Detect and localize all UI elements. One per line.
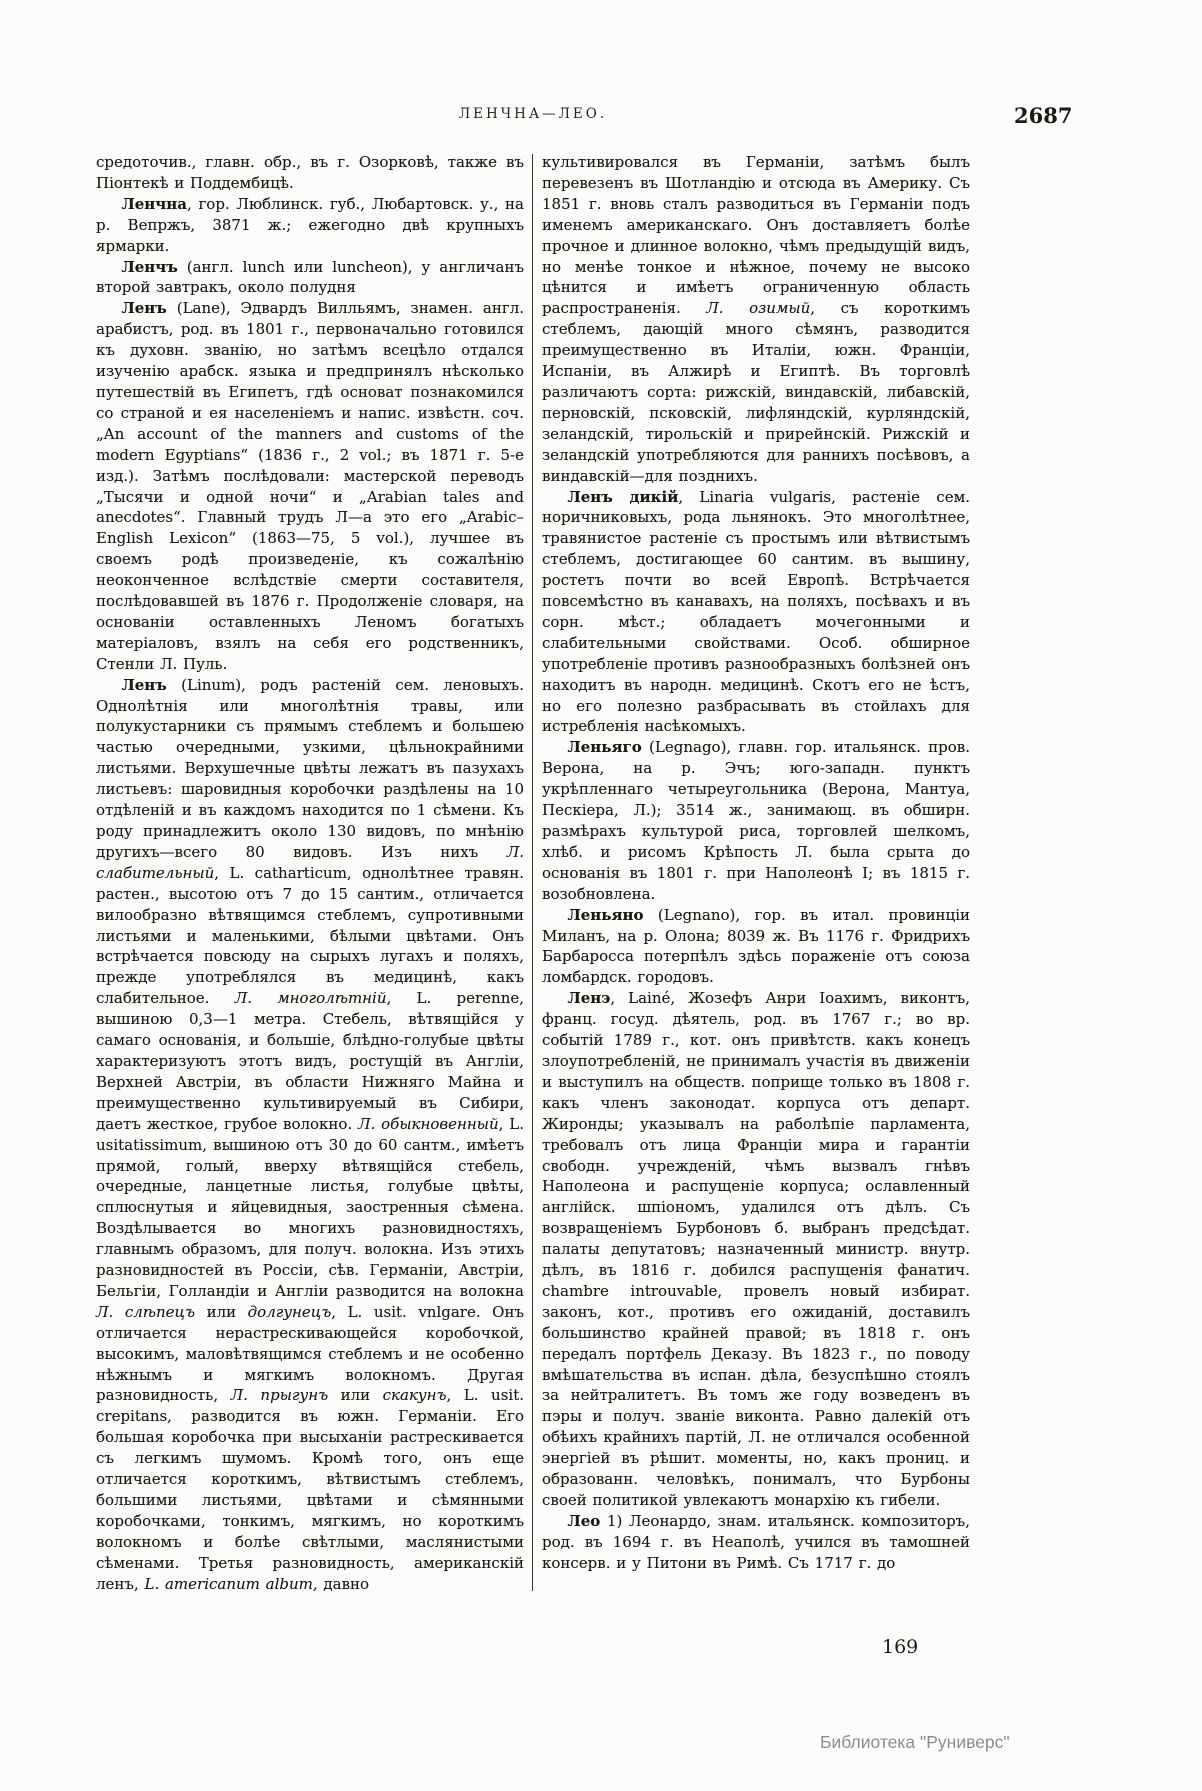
text-run: , гор. Люблинск. губ., Любартовск. у., на р. Вепржъ, 3871 ж.; ежегодно двѣ крупныхъ ярмарки.	[96, 194, 524, 255]
text-run: , Linaria vulgaris, растеніе сем. норичниковыхъ, рода льнянокъ. Это многолѣтнее, травянистое растеніе съ простымъ или вѣтвистымъ стеблемъ, достигающее 60 сантим. въ вышину, ростетъ почти во всей Европѣ. Встрѣчается повсемѣстно въ канавахъ, на поляхъ, посѣвахъ и въ сорн. мѣст.; обладаетъ мочегонными и слабительными свойствами. Особ. обширное употребленіе противъ разнообразныхъ болѣзней онъ находитъ въ народн. медицинѣ. Скотъ его не ѣстъ, но его полезно разбрасывать въ стойлахъ для истребленія насѣкомыхъ.	[542, 487, 971, 736]
entry-paragraph	[542, 487, 970, 738]
text-run: , L. perenne, вышиною 0,3—1 метра. Стебель, вѣтвящійся у самаго основанія, и большіе, блѣдно-голубые цвѣты характеризуютъ этотъ видъ, ростущій въ Англіи, Верхней Австріи, въ области Нижняго Майна и преимущественно культивируемый въ Сибири, даетъ жесткое, грубое волокно.	[96, 989, 524, 1133]
italic-term: Л. слѣпецъ	[96, 1302, 196, 1321]
text-run: 1) Леонардо, знам. итальянск. композиторъ, род. въ 1694 г. въ Неаполѣ, учился въ тамошней консерв. и у Питони въ Римѣ. Съ 1717 г. до	[542, 1511, 970, 1572]
text-run: (Lane), Эдвардъ Вилльямъ, знамен. англ. арабистъ, род. въ 1801 г., первоначально готовился къ духовн. званію, но затѣмъ всецѣло отдался изученію арабск. языка и предпринялъ нѣсколько путешествій въ Египетъ, гдѣ основат познакомился со страной и ея населеніемъ и напис. извѣстн. соч. „An account of the manners and customs of the modern Egyptians“ (1836 г., 2 vol.; въ 1871 г. 5-е изд.). Затѣмъ послѣдовали: мастерской переводъ „Тысячи и одной ночи“ и „Arabian tales and anecdotes“. Главный трудъ Л—а это его „Arabic–English Lexicon“ (1863—75, 5 vol.), лучшее въ своемъ родѣ произведеніе, къ сожалѣнію неоконченное вслѣдствіе смерти составителя, послѣдовавшей въ 1876 г. Продолженіе словаря, на основаніи оставленныхъ Леномъ богатыхъ матеріаловъ, взялъ на себя его родственникъ, Стенли Л. Пуль.	[96, 299, 524, 673]
entry-paragraph	[542, 988, 970, 1511]
continuation-paragraph	[96, 152, 524, 194]
column-divider-rule	[532, 154, 533, 1591]
entry-headword: Лео	[567, 1511, 601, 1530]
text-run: , L. usit. vnlgare. Онъ отличается нерастрескивающейся коробочкой, высокимъ, маловѣтвящимся стеблемъ и не особенно нѣжнымъ и мягкимъ волокномъ. Другая разновидность,	[96, 1302, 525, 1405]
entry-paragraph	[542, 737, 970, 904]
italic-term: долгунецъ	[247, 1302, 332, 1321]
entry-paragraph	[96, 194, 524, 257]
text-run: (Legnago), главн. гор. итальянск. пров. Верона, на р. Эчъ; юго-западн. пунктъ укрѣпленнаго четыреугольника (Верона, Мантуа, Пескіера, Л.); 3514 ж., занимающ. въ обширн. размѣрахъ культурой риса, торговлей шелкомъ, хлѣб. и рисомъ Крѣпость Л. была срыта до основанія въ 1801 г. при Наполеонѣ I; въ 1815 г. возобновлена.	[542, 738, 970, 903]
entry-paragraph	[542, 905, 970, 989]
entry-headword: Леньяго	[567, 738, 642, 757]
right-column	[542, 152, 970, 1595]
running-title: ЛЕНЧНА—ЛЕО.	[458, 106, 608, 122]
entry-paragraph	[542, 1511, 970, 1574]
text-block	[96, 152, 970, 1595]
text-run: (Legnano), гор. въ итал. провинціи Миланъ, на р. Олона; 8039 ж. Въ 1176 г. Фридрихъ Барбаросса потерпѣлъ здѣсь пораженіе отъ союза ломбардск. городовъ.	[542, 905, 970, 987]
text-run: или	[195, 1302, 248, 1321]
italic-term: Л. многолѣтній	[234, 989, 387, 1008]
sheet-number: 169	[882, 1636, 919, 1658]
entry-paragraph	[96, 298, 524, 674]
left-column	[96, 152, 524, 1595]
text-run: (англ. lunch или luncheon), у англичанъ второй завтракъ, около полудня	[96, 257, 524, 297]
entry-headword: Ленчъ	[121, 257, 178, 276]
text-run: средоточив., главн. обр., въ г. Озорковѣ, также въ Піонтекѣ и Поддембицѣ.	[96, 153, 524, 192]
italic-term: Л. прыгунъ	[230, 1386, 329, 1405]
entry-headword: Ленчна	[121, 194, 187, 213]
text-run: , L. usit. crepitans, разводится въ южн. Германіи. Его большая коробочка при высыханіи растрескивается съ легкимъ шумомъ. Кромѣ того, онъ еще отличается короткимъ, вѣтвистымъ стеблемъ, большими листьями, цвѣтами и сѣмянными коробочками, тонкимъ, мягкимъ, но короткимъ волокномъ и болѣе свѣтлыми, маслянистыми сѣменами. Третья разновидность, американскій ленъ,	[96, 1386, 524, 1593]
text-run: или	[328, 1386, 383, 1405]
entry-headword: Ленъ	[121, 675, 167, 694]
text-run: культивировался въ Германіи, затѣмъ былъ перевезенъ въ Шотландію и отсюда въ Америку. Съ 1851 г. вновь сталъ разводиться въ Германіи подъ именемъ американскаго. Онъ доставляетъ болѣе прочное и длинное волокно, чѣмъ предыдущій видъ, но менѣе тонкое и нѣжное, почему не высоко цѣнится и имѣетъ ограниченную область распространенія.	[542, 153, 970, 318]
entry-paragraph	[96, 675, 524, 1595]
italic-term: Л. озимый	[706, 299, 811, 318]
entry-headword: Леньяно	[567, 905, 644, 924]
continuation-paragraph	[542, 152, 970, 487]
italic-term: Л. слабительный	[96, 842, 524, 882]
entry-headword: Ленъ	[121, 299, 167, 318]
text-run: , Lainé, Жозефъ Анри Іоахимъ, виконтъ, франц. госуд. дѣятель, род. въ 1767 г.; во вр. событій 1789 г., кот. онъ привѣтств. какъ конецъ злоупотребленій, не принималъ участія въ движеніи и выступилъ на обществ. поприще только въ 1808 г. какъ членъ законодат. корпуса отъ департ. Жиронды; указывалъ на раболѣпіе парламента, требовалъ отъ лица Франціи мира и гарантіи свободн. учрежденій, чѣмъ вызвалъ гнѣвъ Наполеона и распущеніе корпуса; ославленный англійск. шпіономъ, удалился отъ дѣлъ. Съ возвращеніемъ Бурбоновъ б. выбранъ предсѣдат. палаты депутатовъ; назначенный министр. внутр. дѣлъ, въ 1816 г. добился распущенія фанатич. chambre introuvable, провелъ новый избират. законъ, кот., противъ его ожиданій, доставилъ большинство крайней правой; въ 1818 г. онъ передалъ портфель Деказу. Въ 1823 г., по поводу вмѣшательства въ испан. дѣла, безуспѣшно стоялъ за нейтралитетъ. Въ томъ же году возведенъ въ пэры и получ. званіе виконта. Равно далекій отъ обѣихъ крайнихъ партій, Л. не отличался особенной энергіей въ рѣшит. моменты, но, какъ прониц. и образованн. человѣкъ, понималъ, что Бурбоны своей политикой увлекаютъ монархію къ гибели.	[542, 989, 970, 1509]
text-run: , съ короткимъ стеблемъ, дающій много сѣмянъ, разводится преимущественно въ Италіи, южн. Франціи, Испаніи, въ Алжирѣ и Египтѣ. Въ торговлѣ различаютъ сорта: рижскій, виндавскій, либавскій, перновскій, псковскій, лифляндскій, курляндскій, зеландскій, тирольскій и прирейнскій. Рижскій и зеландскій употребляются для раннихъ посѣвовъ, а виндавскій—для позднихъ.	[542, 299, 970, 485]
italic-term: L. americanum album	[144, 1574, 313, 1593]
text-run: (Linum), родъ растеній сем. леновыхъ. Однолѣтнія или многолѣтнія травы, или полукустарники съ прямымъ стеблемъ и большею частью очередными, узкими, цѣльнокрайними листьями. Верхушечные цвѣты лежатъ въ пазухахъ листьевъ: шаровидныя коробочки раздѣлены на 10 отдѣленій и въ каждомъ находится по 1 сѣмени. Къ роду принадлежитъ около 130 видовъ, по мнѣнію другихъ—всего 80 видовъ. Изъ нихъ	[96, 675, 524, 861]
italic-term: скакунъ	[382, 1386, 447, 1405]
text-run: , давно	[312, 1574, 370, 1593]
text-run: , L. catharticum, однолѣтнее травян. растен., высотою отъ 7 до 15 сантим., отличается вилообразно вѣтвящимся стеблемъ, супротивными листьями и маленькими, бѣлыми цвѣтами. Онъ встрѣчается повсюду на сырыхъ лугахъ и поляхъ, прежде употреблялся въ медицинѣ, какъ слабительное.	[96, 863, 524, 1008]
entry-headword: Ленэ	[567, 989, 611, 1008]
entry-headword: Ленъ дикій	[567, 487, 679, 506]
page-number: 2687	[1014, 103, 1073, 128]
text-run: , L. usitatissimum, вышиною отъ 30 до 60 сантм., имѣетъ прямой, голый, вверху вѣтвящійся стебель, очередные, ланцетные листья, голубые цвѣты, сплюснутыя и яйцевидныя, заостренныя сѣмена. Воздѣлывается во многихъ разновидностяхъ, главнымъ образомъ, для получ. волокна. Изъ этихъ разновидностей въ Россіи, сѣв. Германіи, Австріи, Бельгіи, Голландіи и Англіи разводится на волокна	[96, 1114, 524, 1300]
italic-term: Л. обыкновенный	[358, 1114, 499, 1133]
entry-paragraph	[96, 257, 524, 299]
library-watermark: Библиотека "Руниверс"	[820, 1732, 1010, 1752]
